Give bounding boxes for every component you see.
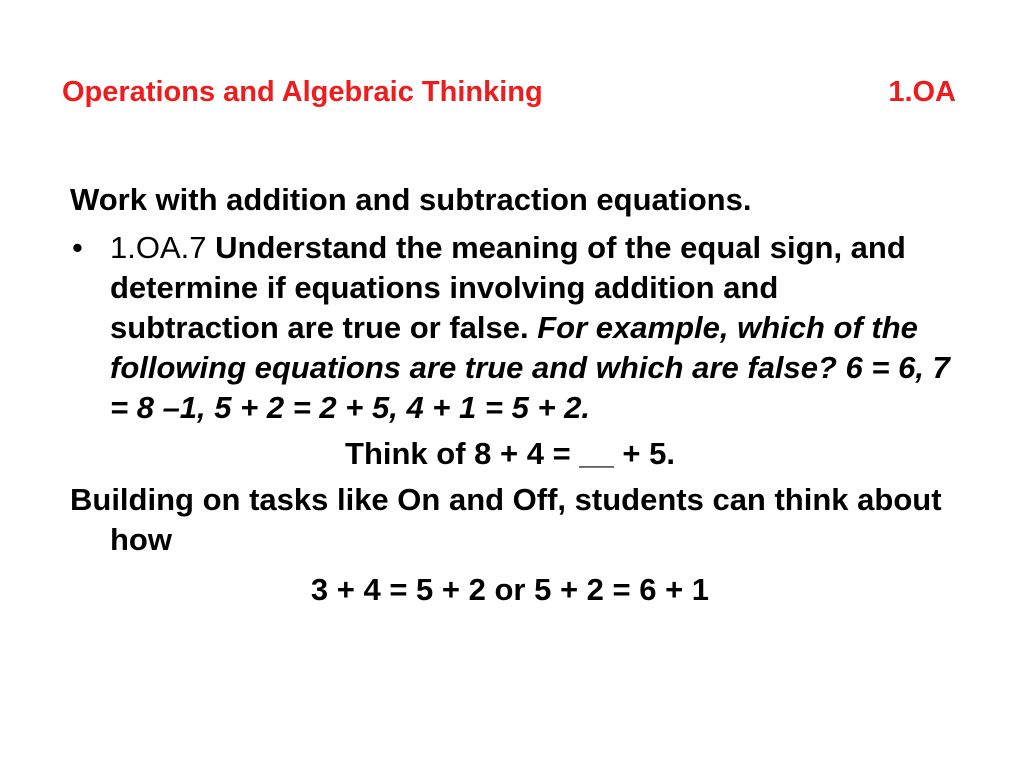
standard-example: For example, which of the following equations are true and which are false? 6 = 6, 7 = 8 –1, 5 + 2 = 2 + 5, 4 + 1 = 5 + 2. [110, 310, 950, 425]
bullet-dot: • [72, 230, 83, 265]
slide-title [62, 76, 962, 120]
title-code: 1.OA [888, 76, 956, 108]
building-paragraph: Building on tasks like On and Off, students can think about how [70, 482, 942, 557]
equation-line: 3 + 4 = 5 + 2 or 5 + 2 = 6 + 1 [310, 572, 710, 607]
think-line: Think of 8 + 4 = __ + 5. [345, 436, 675, 471]
slide-body [70, 180, 950, 610]
standard-bullet [70, 228, 950, 428]
title-main: Operations and Algebraic Thinking [62, 76, 543, 108]
section-heading: Work with addition and subtraction equations. [70, 182, 752, 217]
standard-code: 1.OA.7 [110, 230, 207, 265]
standard-text: Understand the meaning of the equal sign, and determine if equations involving addition and subtraction are true or false. [110, 230, 906, 345]
